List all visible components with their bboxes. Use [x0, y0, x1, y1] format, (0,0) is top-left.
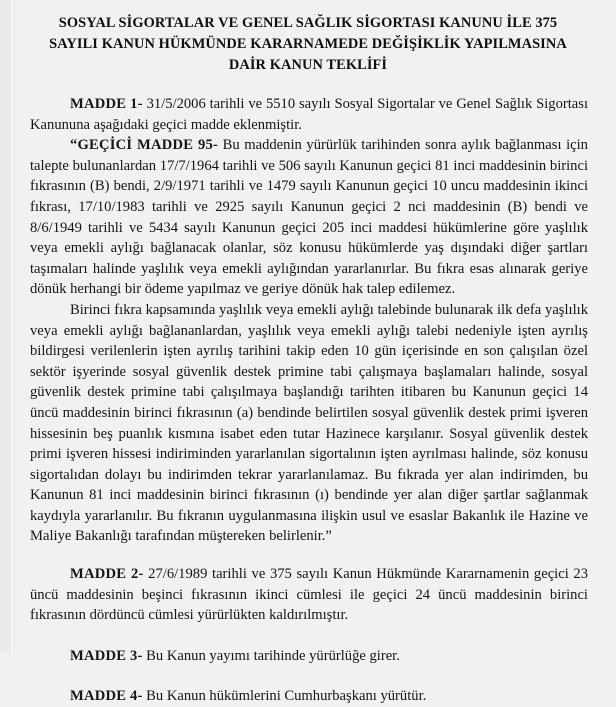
- document-title: [34, 11, 582, 76]
- paragraph-text-madde-1: 31/5/2006 tarihli ve 5510 sayılı Sosyal Sigortalar ve Genel Sağlık Sigortası Kanununa aşağıdaki geçici madde eklenmiştir.: [30, 96, 588, 133]
- paragraph-text-gecici-madde-95: Bu maddenin yürürlük tarihinden sonra aylık bağlanması için talepte bulunanlardan 17/7/1964 tarihli ve 506 sayılı Kanunun geçici 81 inci maddesinin birinci fıkrasının (B) bendi, 2/9/1971 tarihli ve 1479 sayılı Kanunun geçici 10 uncu maddesinin ikinci fıkrası, 17/10/1983 tarihli ve 2925 sayılı Kanunun geçici 2 nci maddesinin (B) bendi ve 8/6/1949 tarihli ve 5434 sayılı Kanunun geçici 205 inci maddesi hükümlerine göre yaşlılık veya emekli aylığı bağlanacak olanlar, söz konusu hükümlerde yaş dışındaki diğer şartları taşımaları halinde yaşlılık veya emekli aylığından yararlanırlar. Bu fıkra esas alınarak geriye dönük herhangi bir ödeme yapılmaz ve geriye dönük hak talep edilemez.: [30, 137, 588, 298]
- paragraph-madde-4: [30, 686, 588, 707]
- paragraph-label-madde-4: MADDE 4-: [70, 688, 143, 705]
- paragraph-madde-3: [30, 646, 588, 667]
- paragraph-text-madde-4: Bu Kanun hükümlerini Cumhurbaşkanı yürütür.: [142, 688, 427, 705]
- document-title-line-3: DAİR KANUN TEKLİFİ: [228, 57, 388, 73]
- paragraph-madde-2: [30, 564, 588, 626]
- document-title-line-1: SOSYAL SİGORTALAR VE GENEL SAĞLIK SİGORTASI KANUNU İLE 375: [58, 15, 558, 31]
- paragraph-text-madde-3: Bu Kanun yayımı tarihinde yürürlüğe girer.: [142, 647, 400, 664]
- document-title-line-2: SAYILI KANUN HÜKMÜNDE KARARNAMEDE DEĞİŞİKLİK YAPILMASINA: [49, 36, 567, 52]
- paragraph-label-madde-1: MADDE 1-: [70, 96, 143, 112]
- paragraph-gecici-madde-95-fikra-1: [30, 135, 588, 300]
- paragraph-text-madde-2: 27/6/1989 tarihli ve 375 sayılı Kanun Hükmünde Kararnamenin geçici 23 üncü maddesinin beşinci fıkrasının ikinci cümlesi ile geçici 24 üncü maddesinin birinci fıkrasının dördüncü cümlesi yürürlükten kaldırılmıştır.: [30, 566, 588, 624]
- paragraph-gecici-madde-95-fikra-2: [30, 300, 588, 547]
- paragraph-label-madde-3: MADDE 3-: [70, 647, 143, 664]
- paragraph-label-madde-2: MADDE 2-: [70, 566, 144, 583]
- paragraph-text-gecici-madde-95-fikra-2: Birinci fıkra kapsamında yaşlılık veya emekli aylığı talebinde bulunarak ilk defa yaşlılık veya emekli aylığı bağlananlardan, yaşlılık veya emekli aylığı talebi nedeniyle işten ayrılış bildirgesi verilenlerin işten ayrılış tarihini takip eden 10 gün içerisinde en son çalışılan özel sektör işyerinde sosyal güvenlik destek primine tabi çalışmaya başlamaları halinde, sosyal güvenlik destek primine tabi çalışılmaya başlandığı tarihten itibaren bu Kanunun geçici 14 üncü maddesinin birinci fıkrasının (a) bendinde belirtilen sosyal güvenlik destek primi işveren hissesinin beş puanlık kısmına isabet eden tutar Hazinece karşılanır. Sosyal güvenlik destek primi işveren hissesi indiriminden yararlanılan sigortalının işten ayrılması halinde, söz konusu sigortalıdan dolayı bu indirimden tekrar yararlanılamaz. Bu fıkrada yer alan indirimden, bu Kanunun 81 inci maddesinin birinci fıkrasının (ı) bendinde yer alan diğer şartlar sağlanmak kaydıyla yararlanılır. Bu fıkranın uygulanmasına ilişkin usul ve esaslar Bakanlık ile Hazine ve Maliye Bakanlığı tarafından müştereken belirlenir.”: [30, 301, 588, 545]
- paragraph-madde-1: [30, 94, 588, 135]
- document-body: [30, 94, 588, 707]
- paragraph-label-gecici-madde-95: “GEÇİCİ MADDE 95-: [70, 137, 219, 154]
